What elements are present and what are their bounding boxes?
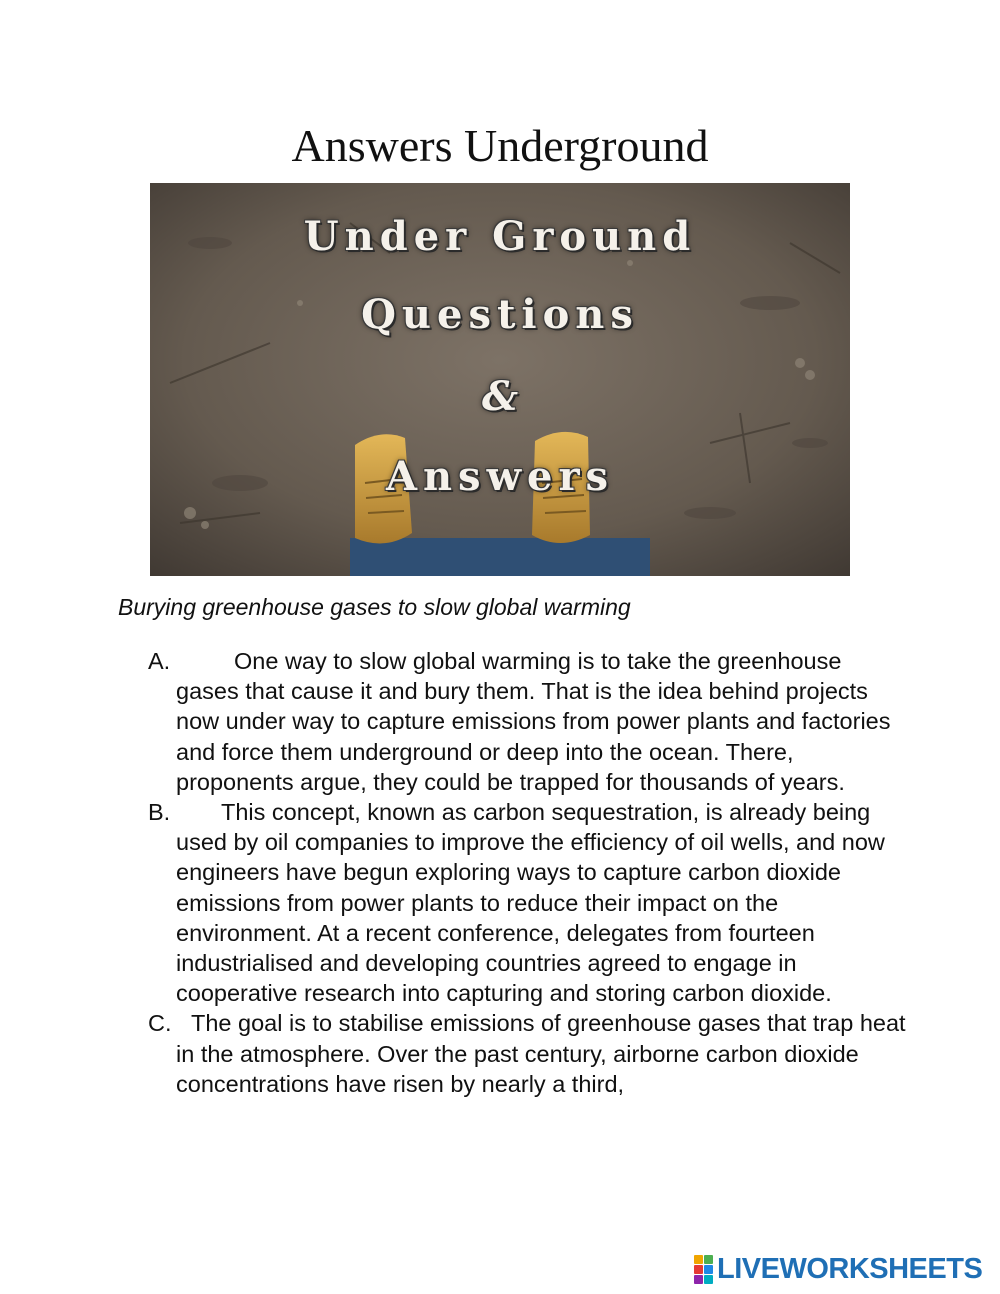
paragraph-text: trap heat in the atmosphere. Over the past century, airborne carbon dioxide concentrations have risen by nearly a third,	[176, 1010, 906, 1097]
paragraph-text: greenhouse gases that cause it and bury them. That is the idea behind projects now under way to capture emissions from power plants and factories and force them underground or deep into the ocean. There, proponents argue, they could be trapped for thousands of years.	[176, 648, 891, 795]
article-body	[148, 646, 908, 1099]
image-caption-line-1: Under Ground	[303, 213, 697, 260]
image-caption-line-2: Questions	[361, 291, 639, 338]
liveworksheets-icon	[694, 1255, 713, 1284]
paragraph-text: being used by oil companies to improve the efficiency of oil wells, and now engineers have begun exploring ways to capture carbon dioxide emissions from power plants to reduce their impact on the environment. At a recent conference, delegates from fourteen industrialised and developing countries agreed to engage in cooperative research into capturing and storing carbon dioxide.	[176, 799, 885, 1007]
page-title: Answers Underground	[291, 120, 709, 171]
paragraph-first-line: The goal is to stabilise emissions of greenhouse gases that	[191, 1010, 807, 1037]
paragraph-marker: A.	[148, 648, 171, 674]
paragraph-first-line: One way to slow global warming is to take the	[234, 648, 711, 674]
paragraph-c	[148, 1008, 908, 1099]
logo-text: LIVEWORKSHEETS	[717, 1252, 983, 1285]
paragraph-b	[148, 797, 908, 1008]
article-subtitle: Burying greenhouse gases to slow global warming	[118, 594, 631, 620]
paragraph-a	[148, 646, 908, 797]
header-photo	[150, 183, 850, 576]
paragraph-marker: C.	[148, 1010, 172, 1037]
paragraph-first-line: This concept, known as carbon sequestration, is already	[221, 799, 807, 826]
liveworksheets-logo[interactable]	[694, 1253, 982, 1285]
image-caption-line-4: Answers	[385, 453, 615, 500]
image-caption-ampersand: &	[481, 373, 519, 420]
paragraph-marker: B.	[148, 799, 171, 826]
